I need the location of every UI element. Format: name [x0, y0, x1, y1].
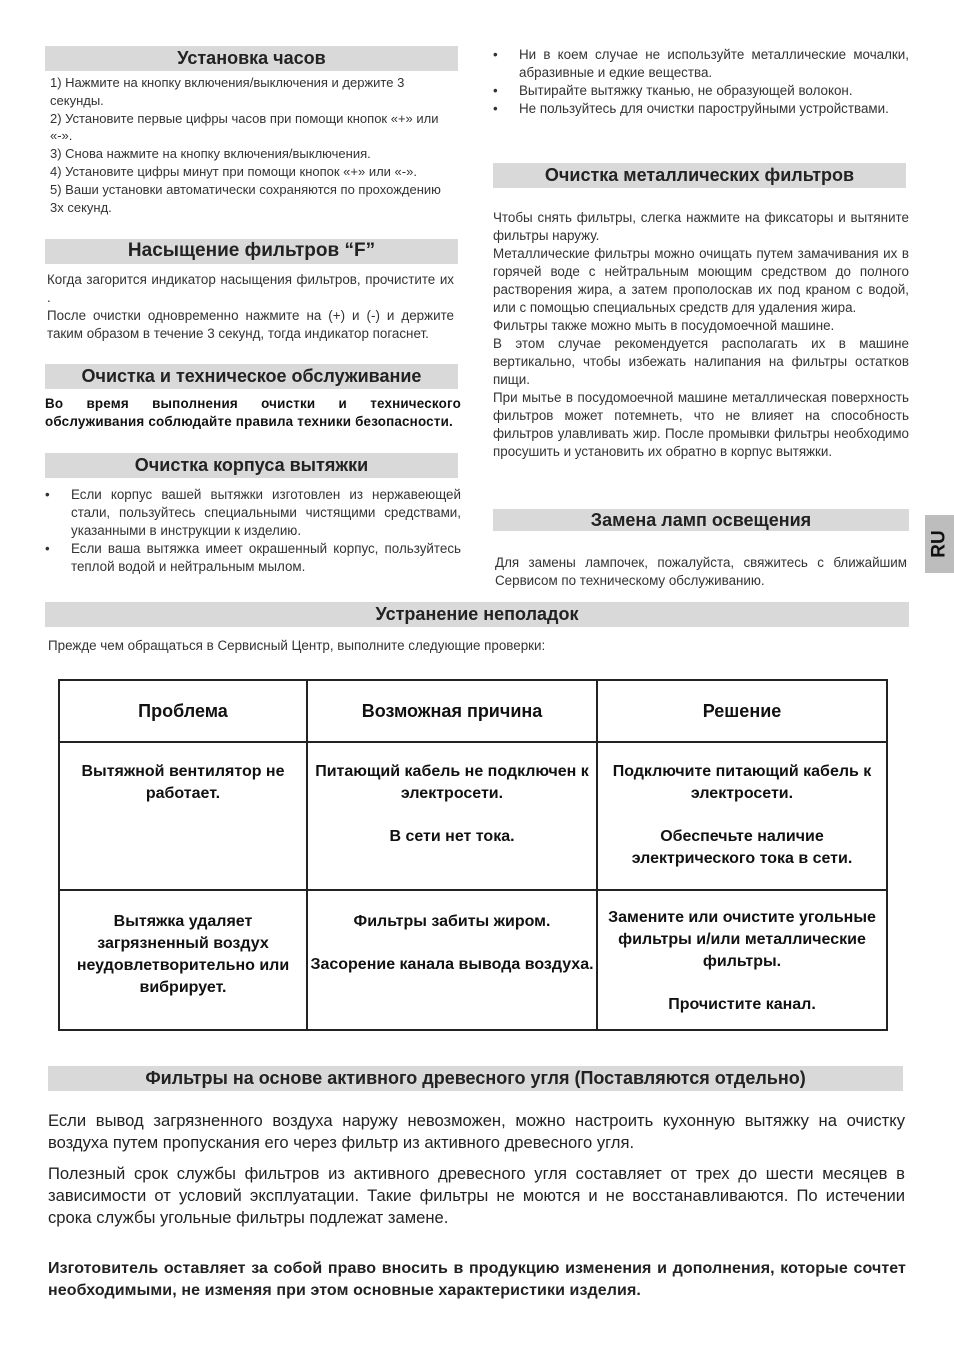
saturation-text	[47, 271, 454, 343]
paragraph: Чтобы снять фильтры, слегка нажмите на фиксаторы и вытяните фильтры наружу.	[493, 210, 909, 243]
solution-text: Обеспечьте наличие электрического тока в сети.	[631, 828, 853, 867]
problem-text: Вытяжной вентилятор не работает.	[81, 763, 285, 802]
section-title-charcoal: Фильтры на основе активного древесного угля (Поставляются отдельно)	[48, 1066, 903, 1091]
list-item: • Вытирайте вытяжку тканью, не образующей волокон.	[493, 82, 909, 100]
list-item: • Не пользуйтесь для очистки пароструйными устройствами.	[493, 100, 909, 118]
troubleshooting-intro: Прежде чем обращаться в Сервисный Центр, выполните следующие проверки:	[48, 638, 546, 653]
language-label: RU	[928, 530, 950, 558]
section-title-lamps: Замена ламп освещения	[493, 509, 909, 531]
list-item: • Если корпус вашей вытяжки изготовлен из нержавеющей стали, пользуйтесь специальными чистящими средствами, указанными в инструкции к изделию.	[45, 486, 461, 540]
table-row	[59, 742, 887, 890]
charcoal-text	[48, 1110, 905, 1229]
problem-cell	[59, 890, 307, 1030]
clock-step: 1) Нажмите на кнопку включения/выключения и держите 3 секунды.	[50, 75, 405, 108]
clock-step: 3) Снова нажмите на кнопку включения/выключения.	[50, 146, 371, 162]
problem-cell	[59, 742, 307, 890]
paragraph: Если вывод загрязненного воздуха наружу невозможен, можно настроить кухонную вытяжку на очистку воздуха путем пропускания его через фильтр из активного древесного угля.	[48, 1111, 905, 1152]
paragraph: В этом случае рекомендуется располагать их в машине вертикально, чтобы избежать налипания на фильтры остатков пищи.	[493, 336, 909, 387]
clock-step: 4) Установите цифры минут при помощи кнопок «+» или «-».	[50, 163, 417, 179]
solution-text: Замените или очистите угольные фильтры и/или металлические фильтры.	[608, 909, 876, 970]
cause-cell	[307, 890, 597, 1030]
section-title-clock: Установка часов	[45, 46, 458, 71]
section-title-saturation: Насыщение фильтров “F”	[45, 239, 458, 264]
clock-steps	[50, 74, 455, 216]
list-item: • Если ваша вытяжка имеет окрашенный корпус, пользуйтесь теплой водой и нейтральным мылом.	[45, 540, 461, 576]
column-header: Возможная причина	[307, 680, 597, 742]
paragraph: Фильтры также можно мыть в посудомоечной машине.	[493, 318, 835, 333]
cause-text: Засорение канала вывода воздуха.	[310, 956, 594, 973]
table-header-row	[59, 680, 887, 742]
body-cleaning-list	[45, 486, 461, 576]
manufacturer-disclaimer: Изготовитель оставляет за собой право вносить в продукцию изменения и дополнения, которые сочтет необходимыми, не изменяя при этом основные характеристики изделия.	[48, 1260, 906, 1299]
language-tab	[925, 515, 954, 573]
solution-cell	[597, 742, 887, 890]
paragraph: Металлические фильтры можно очищать путем замачивания их в горячей воде с нейтральным моющим средством до полного растворения жира, а затем прополоскав их под краном с водой, или с помощью специальных средств для удаления жира.	[493, 246, 909, 315]
solution-cell	[597, 890, 887, 1030]
problem-text: Вытяжка удаляет загрязненный воздух неудовлетворительно или вибрирует.	[76, 913, 290, 996]
list-item: • Ни в коем случае не используйте металлические мочалки, абразивные и едкие вещества.	[493, 46, 909, 82]
section-title-metal-filters: Очистка металлических фильтров	[493, 163, 906, 188]
lamps-text: Для замены лампочек, пожалуйста, свяжитесь с ближайшим Сервисом по техническому обслуживанию.	[495, 555, 907, 588]
paragraph: При мытье в посудомоечной машине металлическая поверхность фильтров может потемнеть, что не влияет на способность фильтров улавливать жир. После промывки фильтры необходимо просушить и установить их обратно в корпус вытяжки.	[493, 390, 909, 459]
cause-text: В сети нет тока.	[389, 828, 515, 845]
metal-filters-text	[493, 209, 909, 461]
section-title-body-cleaning: Очистка корпуса вытяжки	[45, 453, 458, 478]
solution-text: Прочистите канал.	[668, 996, 816, 1013]
cause-text: Фильтры забиты жиром.	[353, 913, 551, 930]
paragraph: После очистки одновременно нажмите на (+) и (-) и держите таким образом в течение 3 секунд, тогда индикатор погаснет.	[47, 308, 454, 341]
column-header: Решение	[597, 680, 887, 742]
table-row	[59, 890, 887, 1030]
section-title-troubleshooting: Устранение неполадок	[45, 602, 909, 627]
cause-cell	[307, 742, 597, 890]
solution-text: Подключите питающий кабель к электросети.	[612, 763, 872, 802]
column-header: Проблема	[59, 680, 307, 742]
safety-warning: Во время выполнения очистки и технического обслуживания соблюдайте правила техники безопасности.	[45, 396, 461, 429]
troubleshooting-table	[58, 679, 888, 1031]
cause-text: Питающий кабель не подключен к электросети.	[315, 763, 589, 802]
paragraph: Когда загорится индикатор насыщения фильтров, прочистите их .	[47, 272, 454, 305]
section-title-maintenance: Очистка и техническое обслуживание	[45, 364, 458, 389]
clock-step: 2) Установите первые цифры часов при помощи кнопок «+» или «-».	[50, 110, 439, 144]
clock-step: 5) Ваши установки автоматически сохраняются по прохождению 3х секунд.	[50, 181, 441, 215]
paragraph: Полезный срок службы фильтров из активного древесного угля составляет от трех до шести месяцев в зависимости от условий эксплуатации. Такие фильтры не моются и не восстанавливаются. По истечении срока службы угольные фильтры подлежат замене.	[48, 1164, 905, 1227]
cleaning-warnings-list	[493, 46, 909, 118]
